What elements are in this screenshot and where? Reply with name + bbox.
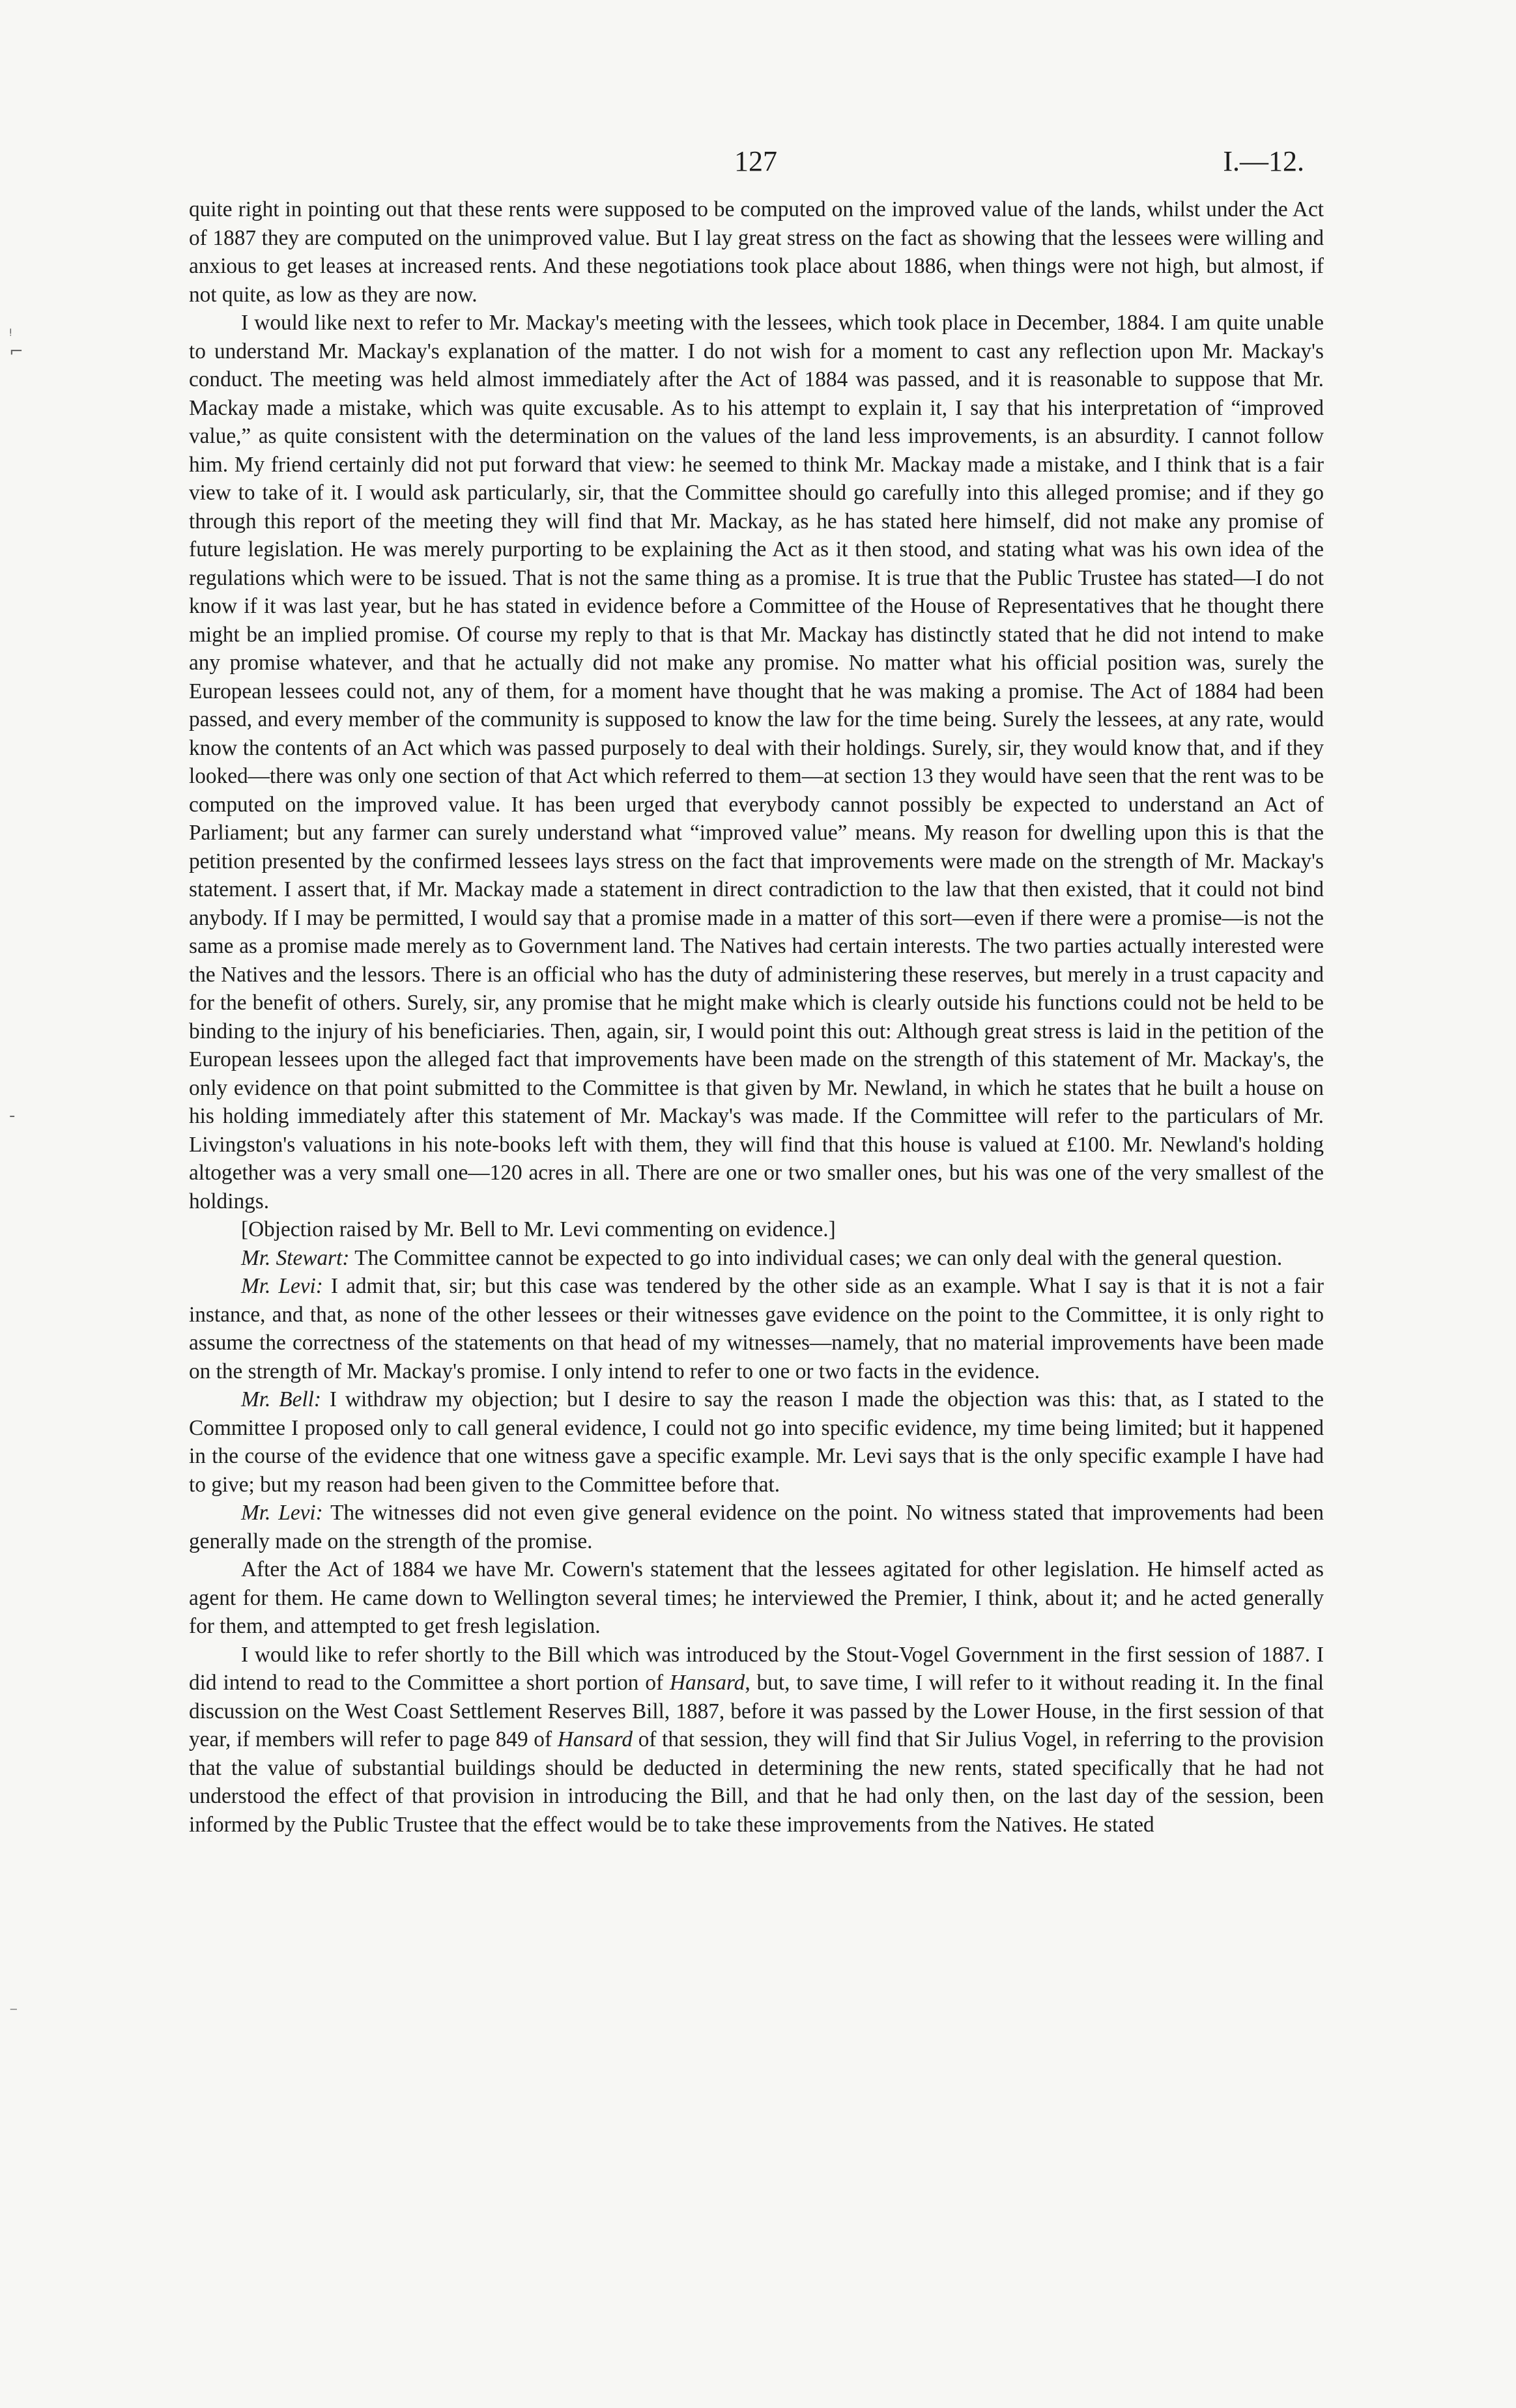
- speaker-text: I admit that, sir; but this case was tendered by the other side as an example. What I say is that it is not a fair instance, and that, as none of the other lessees or their witnesses gave evidence on the point to the Committee, it is only right to assume the correctness of the statements on that head of my witnesses—namely, that no material improvements have been made on the strength of Mr. Mackay's promise. I only intend to refer to one or two facts in the evidence.: [189, 1274, 1324, 1383]
- margin-mark: ᵎ: [9, 324, 12, 344]
- speaker-paragraph: [189, 1272, 1324, 1385]
- paragraph: I would like next to refer to Mr. Mackay's meeting with the lessees, which took place in December, 1884. I am quite unable to understand Mr. Mackay's explanation of the matter. I do not wish for a moment to cast any reflection upon Mr. Mackay's conduct. The meeting was held almost immediately after the Act of 1884 was passed, and it is reasonable to suppose that Mr. Mackay made a mistake, which was quite excusable. As to his attempt to explain it, I say that his interpretation of “improved value,” as quite consistent with the determination on the values of the land less improvements, is an absurdity. I cannot follow him. My friend certainly did not put forward that view: he seemed to think Mr. Mackay made a mistake, and I think that is a fair view to take of it. I would ask particularly, sir, that the Committee should go carefully into this alleged promise; and if they go through this report of the meeting they will find that Mr. Mackay, as he has stated here himself, did not make any promise of future legislation. He was merely purporting to be explaining the Act as it then stood, and stating what was his own idea of the regulations which were to be issued. That is not the same thing as a promise. It is true that the Public Trustee has stated—I do not know if it was last year, but he has stated in evidence before a Committee of the House of Representatives that he thought there might be an implied promise. Of course my reply to that is that Mr. Mackay has distinctly stated that he did not intend to make any promise whatever, and that he actually did not make any promise. No matter what his official position was, surely the European lessees could not, any of them, for a moment have thought that he was making a promise. The Act of 1884 had been passed, and every member of the community is supposed to know the law for the time being. Surely the lessees, at any rate, would know the contents of an Act which was passed purposely to deal with their holdings. Surely, sir, they would know that, and if they looked—there was only one section of that Act which referred to them—at section 13 they would have seen that the rent was to be computed on the improved value. It has been urged that everybody cannot possibly be expected to understand an Act of Parliament; but any farmer can surely understand what “improved value” means. My reason for dwelling upon this is that the petition presented by the confirmed lessees lays stress on the fact that improvements were made on the strength of Mr. Mackay's statement. I assert that, if Mr. Mackay made a statement in direct contradiction to the law that then existed, that it could not bind anybody. If I may be permitted, I would say that a promise made in a matter of this sort—even if there were a promise—is not the same as a promise made merely as to Government land. The Natives had certain interests. The two parties actually interested were the Natives and the lessors. There is an official who has the duty of administering these reserves, but merely in a trust capacity and for the benefit of others. Surely, sir, any promise that he might make which is clearly outside his functions could not be held to be binding to the injury of his beneficiaries. Then, again, sir, I would point this out: Although great stress is laid in the petition of the European lessees upon the alleged fact that improvements have been made on the strength of this statement of Mr. Mackay's, the only evidence on that point submitted to the Committee is that given by Mr. Newland, in which he states that he built a house on his holding immediately after this statement of Mr. Mackay's was made. If the Committee will refer to the particulars of Mr. Livingston's valuations in his note-books left with them, they will find that this house is valued at £100. Mr. Newland's holding altogether was a very small one—120 acres in all. There are one or two smaller ones, but his was one of the very smallest of the holdings.: [189, 311, 1324, 1213]
- paragraph: quite right in pointing out that these rents were supposed to be computed on the improved value of the lands, whilst under the Act of 1887 they are computed on the unimproved value. But I lay great stress on the fact as showing that the lessees were willing and anxious to get leases at increased rents. And these negotiations took place about 1886, when things were not high, but almost, if not quite, as low as they are now.: [189, 197, 1324, 307]
- speaker-paragraph: [189, 1499, 1324, 1555]
- text-run: , but, to save time, I will refer to it without reading it. In the final discussion on the West Coast Settlement Reserves Bill, 1887, before it was passed by the Lower House, in the first session of that year, if members will refer to page 849 of: [189, 1671, 1324, 1751]
- margin-mark: ⁻: [9, 2003, 18, 2022]
- speaker-paragraph: [189, 1385, 1324, 1499]
- speaker-text: I withdraw my objection; but I desire to say the reason I made the objection was this: that, as I stated to the Committee I proposed only to call general evidence, I could not go into specific evidence, my time being limited; but it happened in the course of the evidence that one witness gave a specific example. Mr. Levi says that is the only specific example I have had to give; but my reason had been given to the Committee before that.: [189, 1387, 1324, 1497]
- hansard-title: Hansard: [670, 1671, 745, 1695]
- body-text: [189, 195, 1324, 1839]
- text-run: of that session, they will find that Sir Julius Vogel, in referring to the provision that the value of substantial buildings should be deducted in determining the new rents, stated specifically that he had not understood the effect of that provision in introducing the Bill, and that he had only then, on the last day of the session, been informed by the Public Trustee that the effect would be to take these improvements from the Natives. He stated: [189, 1727, 1324, 1837]
- page-number: 127: [734, 145, 777, 177]
- text-run: I would like to refer shortly to the Bill which was introduced by the Stout-Vogel Government in the first session of 1887. I did intend to read to the Committee a short portion of: [189, 1642, 1324, 1695]
- document-reference: I.—12.: [1223, 145, 1304, 177]
- speaker-text: The witnesses did not even give general evidence on the point. No witness stated that improvements had been generally made on the strength of the promise.: [189, 1501, 1324, 1553]
- speaker-text: The Committee cannot be expected to go into individual cases; we can only deal with the general question.: [349, 1245, 1283, 1270]
- paragraph: After the Act of 1884 we have Mr. Cowern's statement that the lessees agitated for other legislation. He himself acted as agent for them. He came down to Wellington several times; he interviewed the Premier, I think, about it; and he acted generally for them, and attempted to get fresh legislation.: [189, 1557, 1324, 1638]
- speaker-name: Mr. Levi:: [241, 1274, 323, 1298]
- speaker-name: Mr. Levi:: [241, 1501, 323, 1525]
- margin-mark: -: [9, 1106, 16, 1126]
- speaker-name: Mr. Bell:: [241, 1387, 321, 1411]
- hansard-title: Hansard: [557, 1727, 633, 1751]
- margin-mark: ⌐: [9, 342, 23, 361]
- objection-note: [Objection raised by Mr. Bell to Mr. Levi commenting on evidence.]: [241, 1217, 836, 1241]
- paragraph: [189, 1641, 1324, 1839]
- page-header: [0, 142, 1516, 181]
- speaker-name: Mr. Stewart:: [241, 1245, 350, 1270]
- speaker-paragraph: [189, 1244, 1324, 1273]
